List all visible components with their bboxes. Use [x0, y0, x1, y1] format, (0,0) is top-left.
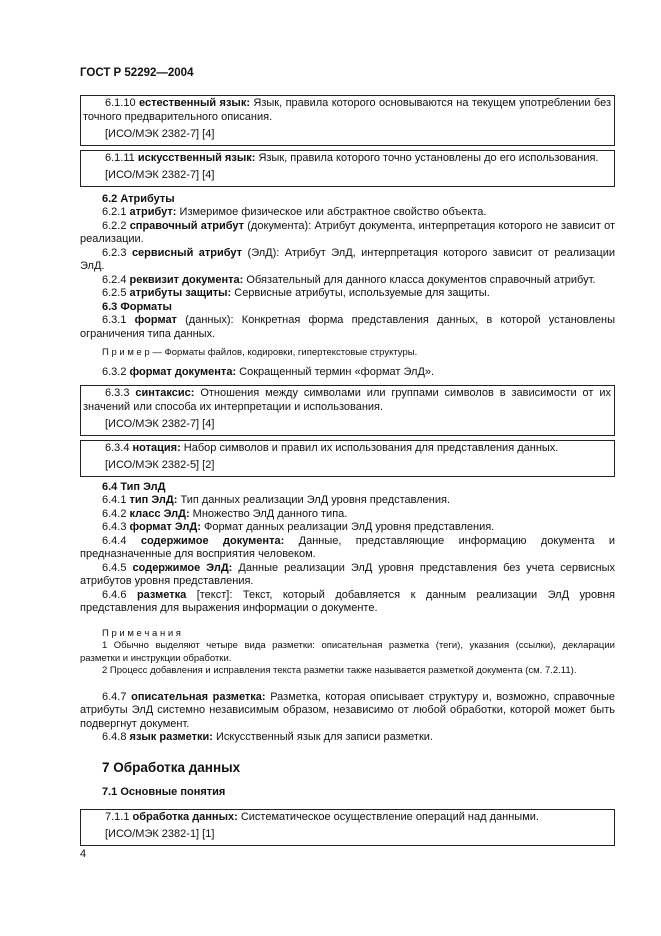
- term-6-3-4: 6.3.4 нотация: Набор символов и правил их использования для представления данных.: [105, 441, 559, 454]
- term-6-1-10: 6.1.10 естественный язык: Язык, правила которого основываются на текущем употреблении без точного предварительного описания.: [83, 97, 612, 123]
- term-6-4-6: 6.4.6 разметка [текст]: Текст, который добавляется к данным реализации ЭлД уровня представления для выражения информации о документе.: [80, 588, 615, 614]
- term-6-2-4: 6.2.4 реквизит документа: Обязательный для данного класса документов справочный атрибут.: [102, 273, 596, 286]
- heading-7-1: 7.1 Основные понятия: [102, 786, 226, 798]
- term-6-4-2: 6.4.2 класс ЭлД: Множество ЭлД данного типа.: [102, 507, 348, 520]
- note-2: 2 Процесс добавления и исправления текста разметки также называется разметкой документа (см. 7.2.11).: [102, 665, 577, 676]
- term-6-2-1: 6.2.1 атрибут: Измеримое физическое или абстрактное свойство объекта.: [102, 206, 487, 218]
- source-7-1-1: [ИСО/МЭК 2382-1] [1]: [105, 828, 215, 840]
- term-6-3-3: 6.3.3 синтаксис: Отношения между символами или группами символов в зависимости от их значений или способа их интерпретации и использования.: [83, 387, 611, 413]
- document-body: [80, 95, 615, 850]
- term-6-2-5: 6.2.5 атрибуты защиты: Сервисные атрибуты, используемые для защиты.: [102, 287, 490, 299]
- term-6-3-1: 6.3.1 формат (данных): Конкретная форма представления данных, в которой установлены ограничения типа данных.: [80, 314, 615, 340]
- section-heading-7: 7 Обработка данных: [102, 759, 241, 775]
- page-header: ГОСТ Р 52292—2004: [80, 67, 194, 79]
- definition-box-6-1-11: [80, 150, 615, 187]
- source-6-3-3: [ИСО/МЭК 2382-7] [4]: [105, 418, 215, 430]
- definition-box-7-1-1: [80, 809, 615, 846]
- term-6-3-2: 6.3.2 формат документа: Сокращенный термин «формат ЭлД».: [102, 365, 435, 378]
- source-6-1-11: [ИСО/МЭК 2382-7] [4]: [105, 169, 215, 181]
- term-6-4-5: 6.4.5 содержимое ЭлД: Данные реализации ЭлД уровня представления без учета сервисных атрибутов уровня представления.: [80, 561, 615, 587]
- definition-box-6-1-10: [80, 95, 615, 146]
- term-6-2-2: 6.2.2 справочный атрибут (документа): Атрибут документа, интерпретация которого не зависит от реализации.: [80, 219, 615, 245]
- definition-box-6-3-3: [80, 385, 615, 436]
- source-6-1-10: [ИСО/МЭК 2382-7] [4]: [105, 128, 215, 140]
- page-number: 4: [80, 848, 87, 860]
- notes-block: [80, 628, 615, 678]
- source-6-3-4: [ИСО/МЭК 2382-5] [2]: [105, 459, 215, 471]
- notes-label: П р и м е ч а н и я: [102, 627, 181, 639]
- term-6-4-4: 6.4.4 содержимое документа: Данные, представляющие информацию документа и предназначенные для восприятия человеком.: [80, 534, 616, 560]
- heading-6-4: 6.4 Тип ЭлД: [102, 480, 166, 493]
- term-6-4-1: 6.4.1 тип ЭлД: Тип данных реализации ЭлД уровня представления.: [102, 494, 451, 506]
- term-6-1-11: 6.1.11 искусственный язык: Язык, правила которого точно установлены до его использования.: [105, 151, 599, 164]
- example-note: П р и м е р — Форматы файлов, кодировки, гипертекстовые структуры.: [102, 347, 418, 358]
- term-6-2-3: 6.2.3 сервисный атрибут (ЭлД): Атрибут ЭлД, интерпретация которого зависит от реализации ЭлД.: [80, 246, 615, 272]
- term-6-4-7: 6.4.7 описательная разметка: Разметка, которая описывает структуру и, возможно, справочные атрибуты ЭлД системно независимым образом, независимо от любой обработки, которой может быть подвергнут документ.: [80, 690, 616, 730]
- heading-6-3: 6.3 Форматы: [102, 300, 172, 313]
- note-1: 1 Обычно выделяют четыре вида разметки: описательная разметка (теги), указания (ссылки), декларации разметки и инструкции обработки.: [80, 640, 615, 664]
- heading-6-2: 6.2 Атрибуты: [102, 192, 175, 205]
- definition-box-6-3-4: [80, 440, 615, 477]
- term-6-4-8: 6.4.8 язык разметки: Искусственный язык для записи разметки.: [102, 731, 433, 743]
- term-6-4-3: 6.4.3 формат ЭлД: Формат данных реализации ЭлД уровня представления.: [102, 521, 495, 533]
- term-7-1-1: 7.1.1 обработка данных: Систематическое осуществление операций над данными.: [105, 810, 539, 823]
